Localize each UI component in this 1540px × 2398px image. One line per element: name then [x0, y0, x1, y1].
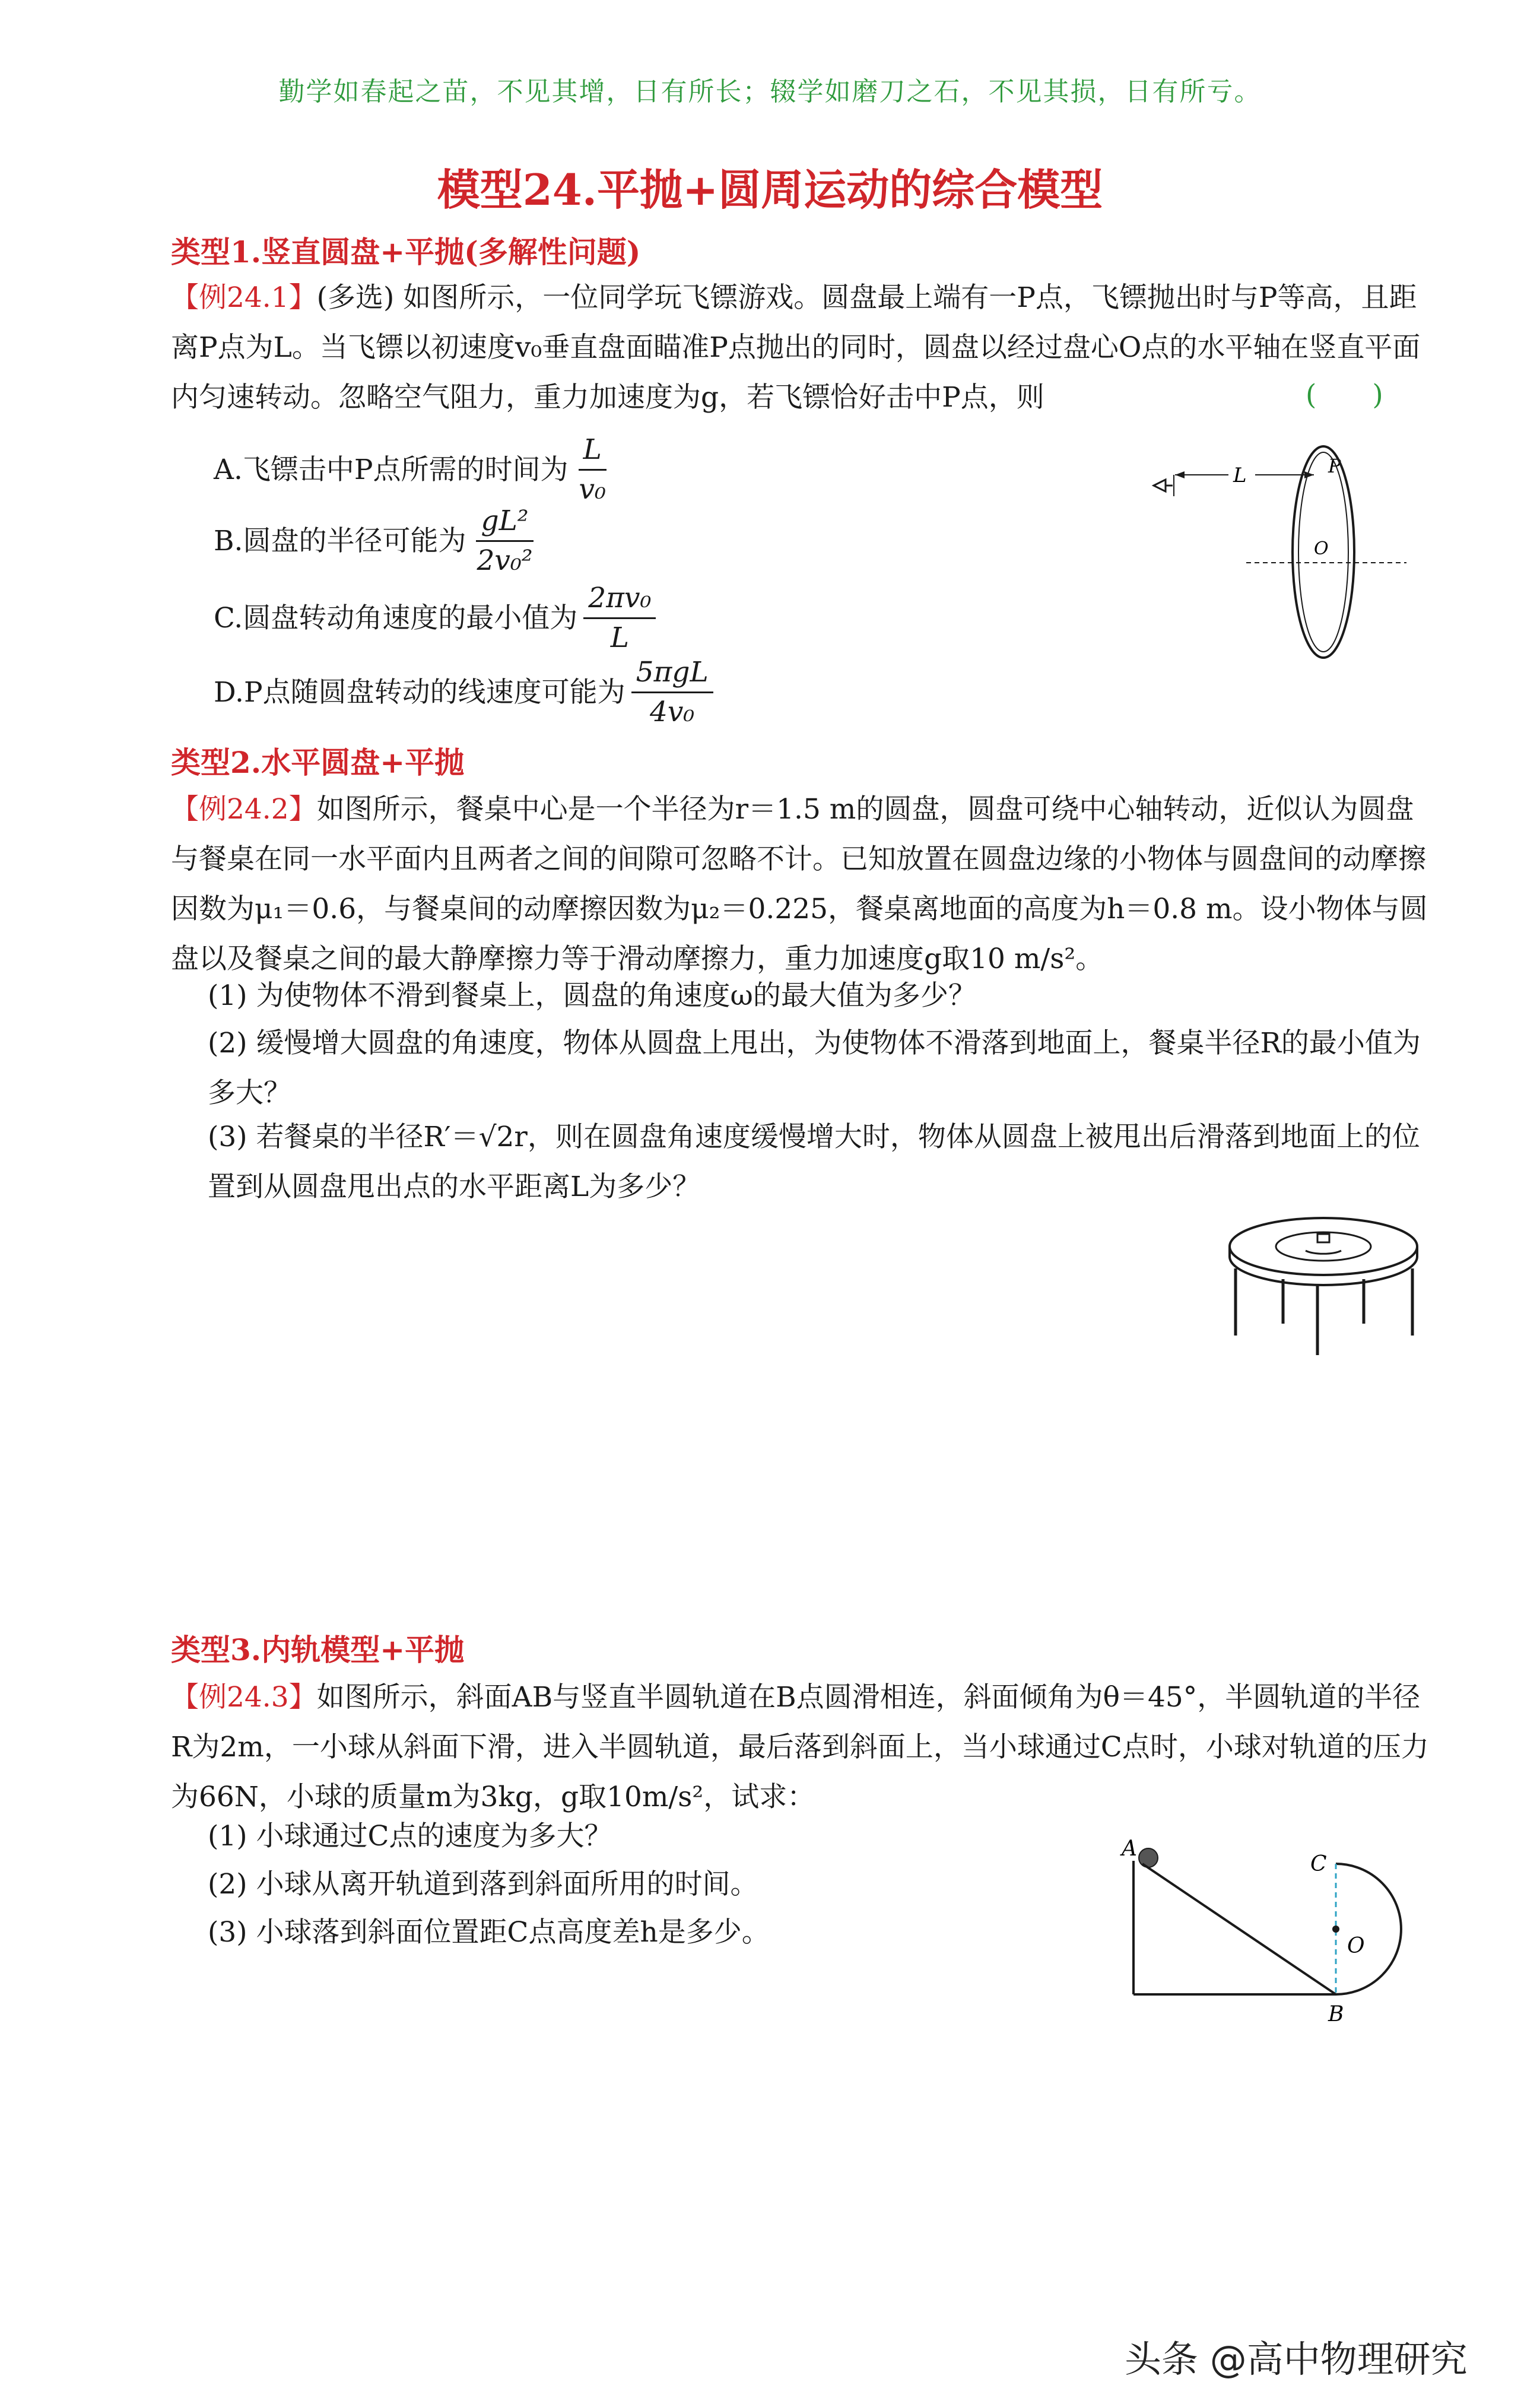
- label-B: B: [1328, 2002, 1344, 2026]
- fraction: [472, 505, 537, 578]
- example-tag: 【例24.3】: [171, 1681, 317, 1714]
- question-2-2: (2) 缓慢增大圆盘的角速度，物体从圆盘上甩出，为使物体不滑落到地面上，餐桌半径R的最小值为多大？: [208, 1027, 1421, 1109]
- label-O: O: [1314, 538, 1329, 559]
- motto: 勤学如春起之苗，不见其增，日有所长；辍学如磨刀之石，不见其损，日有所亏。: [278, 77, 1262, 107]
- question-3-3: (3) 小球落到斜面位置距C点高度差h是多少。: [208, 1916, 770, 1949]
- page-title: 模型24.平抛+圆周运动的综合模型: [437, 164, 1103, 215]
- incline-surface: [1142, 1864, 1336, 1994]
- label-O: O: [1347, 1934, 1365, 1958]
- option-text: D.P点随圆盘转动的线速度可能为: [214, 675, 625, 709]
- denominator: 2v₀²: [477, 544, 533, 577]
- fraction: [631, 656, 713, 729]
- ball: [1139, 1848, 1158, 1867]
- label-L: L: [1233, 464, 1247, 487]
- example-tag: 【例24.1】: [171, 281, 317, 314]
- question-3-2: (2) 小球从离开轨道到落到斜面所用的时间。: [208, 1868, 758, 1901]
- dart-icon: [1154, 480, 1173, 491]
- stem-text: (多选) 如图所示，一位同学玩飞镖游戏。圆盘最上端有一P点，飞镖抛出时与P等高，且距离P点为L。当飞镖以初速度v₀垂直盘面瞄准P点抛出的同时，圆盘以经过盘心O点的水平轴在竖直平面内匀速转动。忽略空气阻力，重力加速度为g，若飞镖恰好击中P点，则: [171, 281, 1421, 414]
- section2-heading: 类型2.水平圆盘+平抛: [171, 745, 465, 780]
- small-object: [1317, 1234, 1329, 1242]
- numerator: 2πv₀: [583, 582, 656, 619]
- question-3-1: (1) 小球通过C点的速度为多大？: [208, 1820, 612, 1853]
- example-24-3-stem: [171, 1673, 1429, 1822]
- label-C: C: [1310, 1852, 1327, 1876]
- example-24-2-stem: [171, 785, 1429, 984]
- numerator: 5πgL: [631, 656, 713, 693]
- option-a: [214, 433, 611, 506]
- fraction: [574, 433, 611, 506]
- table-top: [1230, 1218, 1417, 1275]
- stem-text: 如图所示，斜面AB与竖直半圆轨道在B点圆滑相连，斜面倾角为θ＝45°，半圆轨道的半径R为2m，一小球从斜面下滑，进入半圆轨道，最后落到斜面上，当小球通过C点时，小球对轨道的压力为66N，小球的质量m为3kg，g取10m/s²，试求：: [171, 1681, 1429, 1813]
- label-A: A: [1122, 1836, 1137, 1861]
- option-c: [214, 582, 656, 655]
- fraction: [583, 582, 656, 655]
- dining-table-figure: [1217, 1214, 1430, 1362]
- numerator: gL²: [476, 505, 533, 542]
- option-d: [214, 656, 713, 729]
- section3-heading: 类型3.内轨模型+平抛: [171, 1632, 465, 1667]
- semicircle-track: [1336, 1864, 1401, 1994]
- question-2-3: (3) 若餐桌的半径R′＝√2r，则在圆盘角速度缓慢增大时，物体从圆盘上被甩出后滑落到地面上的位置到从圆盘甩出点的水平距离L为多少？: [208, 1121, 1420, 1203]
- numerator: L: [579, 433, 607, 471]
- option-text: B.圆盘的半径可能为: [214, 524, 466, 557]
- dart-disc-figure: [1145, 451, 1442, 706]
- incline-track-figure: [1116, 1834, 1472, 2036]
- example-24-1-stem: [171, 273, 1429, 423]
- option-text: A.飞镖击中P点所需的时间为: [214, 453, 569, 486]
- denominator: v₀: [579, 473, 606, 506]
- rotation-arrow: [1306, 1251, 1341, 1254]
- denominator: L: [610, 621, 629, 654]
- section1-heading: 类型1.竖直圆盘+平抛(多解性问题): [171, 234, 641, 269]
- denominator: 4v₀: [649, 696, 695, 728]
- example-tag: 【例24.2】: [171, 793, 317, 826]
- answer-blank: ( ): [1306, 379, 1383, 411]
- option-b: [214, 505, 538, 578]
- label-P: P: [1328, 455, 1341, 477]
- question-2-1: (1) 为使物体不滑到餐桌上，圆盘的角速度ω的最大值为多少？: [208, 979, 976, 1012]
- stem-text: 如图所示，餐桌中心是一个半径为r＝1.5 m的圆盘，圆盘可绕中心轴转动，近似认为圆盘与餐桌在同一水平面内且两者之间的间隙可忽略不计。已知放置在圆盘边缘的小物体与圆盘间的动摩擦因数为μ₁＝0.6，与餐桌间的动摩擦因数为μ₂＝0.225，餐桌离地面的高度为h＝0.8 m。设小物体与圆盘以及餐桌之间的最大静摩擦力等于滑动摩擦力，重力加速度g取10 m/s²。: [171, 793, 1428, 975]
- center-point: [1332, 1926, 1339, 1933]
- turntable: [1276, 1232, 1371, 1261]
- option-text: C.圆盘转动角速度的最小值为: [214, 601, 578, 635]
- watermark: 头条 @高中物理研究: [1125, 2337, 1468, 2381]
